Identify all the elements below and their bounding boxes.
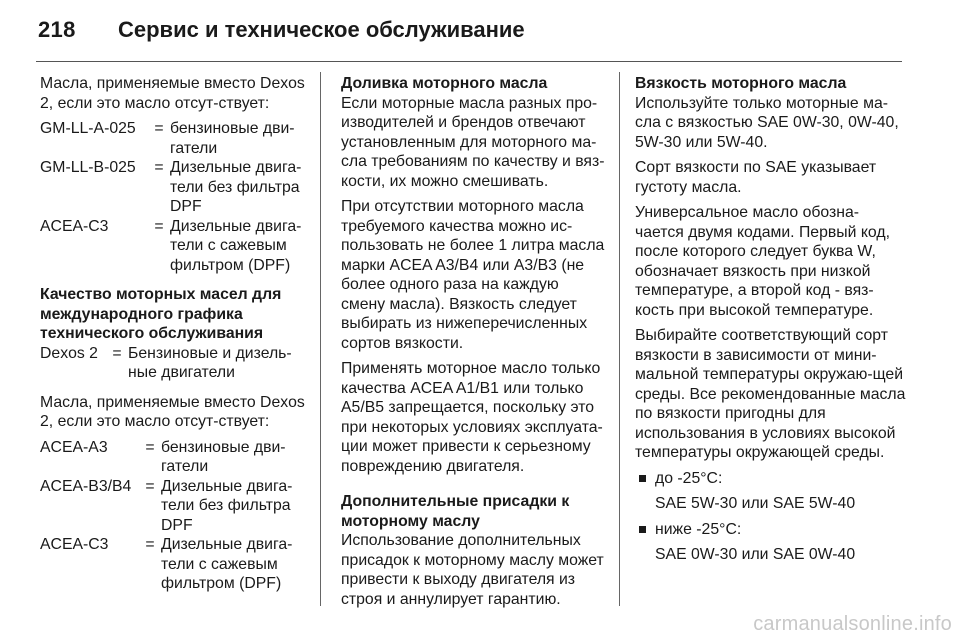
square-bullet-icon bbox=[639, 475, 646, 482]
spec-value: бензиновые дви-гатели bbox=[161, 438, 286, 475]
header-rule bbox=[36, 61, 902, 62]
paragraph: Универсальное масло обозна-чается двумя кодами. Первый код, после которого следует буква W, обозначает вязкость при низкой температуре, а второй код - вяз-кость при высокой температуре. bbox=[635, 204, 890, 319]
spec-value: Дизельные двига-тели с сажевым фильтром (DPF) bbox=[161, 536, 293, 592]
column-divider-1 bbox=[320, 72, 321, 606]
spec-key: ACEA-A3 bbox=[40, 438, 108, 456]
spec-key: ACEA-C3 bbox=[40, 217, 109, 235]
intro-text-1: Масла, применяемые вместо Dexos 2, если это масло отсут-ствует: bbox=[40, 75, 305, 112]
spec-key: GM-LL-A-025 bbox=[40, 120, 136, 137]
spec-row bbox=[40, 344, 312, 383]
column-divider-2 bbox=[619, 72, 620, 606]
bullet-label: ниже -25°C: bbox=[655, 520, 742, 538]
paragraph: Сорт вязкости по SAE указывает густоту масла. bbox=[635, 159, 877, 196]
section-heading: Качество моторных масел для международного графика технического обслуживания bbox=[40, 286, 282, 342]
spec-row bbox=[40, 158, 312, 217]
spec-key: ACEA-C3 bbox=[40, 536, 109, 553]
section-heading: Вязкость моторного масла bbox=[635, 75, 847, 92]
bullet-value: SAE 5W-30 или SAE 5W-40 bbox=[655, 495, 856, 512]
spec-eq: = bbox=[145, 536, 155, 553]
page-header bbox=[0, 0, 960, 62]
spec-eq: = bbox=[154, 159, 164, 176]
paragraph: Используйте только моторные ма-сла с вязкостью SAE 0W-30, 0W-40, 5W-30 или 5W-40. bbox=[635, 94, 899, 151]
column-left bbox=[40, 74, 312, 594]
section-heading: Доливка моторного масла bbox=[341, 75, 548, 92]
spacer bbox=[40, 383, 312, 393]
section-heading: Дополнительные присадки к моторному маслу bbox=[341, 493, 570, 530]
bullet-label: до -25°C: bbox=[655, 469, 723, 487]
spec-row bbox=[40, 535, 312, 594]
spec-row bbox=[40, 119, 312, 158]
column-middle bbox=[341, 74, 607, 615]
spec-value: Дизельные двига-тели без фильтра DPF bbox=[161, 477, 293, 534]
paragraph: Если моторные масла разных про-изводителей и брендов отвечают установленным для моторного ма-сла требованиям по качеству и вяз-кости, их можно смешивать. bbox=[341, 94, 605, 190]
spec-eq: = bbox=[112, 344, 122, 362]
bullet-value: SAE 0W-30 или SAE 0W-40 bbox=[655, 546, 856, 563]
watermark: carmanualsonline.info bbox=[753, 613, 952, 635]
spacer bbox=[341, 482, 607, 492]
paragraph: Выбирайте соответствующий сорт вязкости в зависимости от мини-мальной температуры окружаю-щей среды. Все рекомендованные масла по вязкости пригодны для использования в условиях высокой температуры окружающей среды. bbox=[635, 327, 906, 461]
spec-eq: = bbox=[145, 477, 155, 495]
spec-list-2 bbox=[40, 344, 312, 383]
spec-eq: = bbox=[145, 438, 155, 456]
paragraph: При отсутствии моторного масла требуемого качества можно ис-пользовать не более 1 литра масла марки ACEA A3/B4 или A3/B3 (не более одного раза на каждую смену масла). Вязкость следует выбирать из нижеперечисленных сортов вязкости. bbox=[341, 198, 605, 352]
page-title: Сервис и техническое обслуживание bbox=[118, 17, 525, 42]
spec-value: Бензиновые и дизель-ные двигатели bbox=[128, 344, 292, 381]
page-number: 218 bbox=[38, 17, 76, 42]
intro-text-2: Масла, применяемые вместо Dexos 2, если это масло отсут-ствует: bbox=[40, 393, 305, 430]
spec-row bbox=[40, 217, 312, 276]
spec-eq: = bbox=[154, 217, 164, 235]
spec-list-3 bbox=[40, 438, 312, 594]
square-bullet-icon bbox=[639, 526, 646, 533]
spec-key: GM-LL-B-025 bbox=[40, 159, 136, 176]
spec-eq: = bbox=[154, 120, 164, 137]
spec-row bbox=[40, 438, 312, 477]
bullet-item bbox=[635, 520, 907, 540]
bullet-item bbox=[635, 469, 907, 489]
spacer bbox=[40, 275, 312, 285]
spec-value: Дизельные двига-тели без фильтра DPF bbox=[170, 159, 302, 215]
paragraph: Применять моторное масло только качества ACEA A1/B1 или только A5/B5 запрещается, поскольку это при некоторых условиях эксплуата-ции может привести к серьезному повреждению двигателя. bbox=[341, 360, 603, 475]
spec-key: ACEA-B3/B4 bbox=[40, 477, 132, 495]
spec-value: Дизельные двига-тели с сажевым фильтром (DPF) bbox=[170, 217, 302, 274]
column-right bbox=[635, 74, 907, 571]
spec-key: Dexos 2 bbox=[40, 344, 98, 362]
paragraph: Использование дополнительных присадок к моторному маслу может привести к выходу двигателя из строя и аннулирует гарантию. bbox=[341, 532, 604, 608]
spec-row bbox=[40, 477, 312, 536]
spec-value: бензиновые дви-гатели bbox=[170, 120, 295, 157]
spec-list-1 bbox=[40, 119, 312, 275]
